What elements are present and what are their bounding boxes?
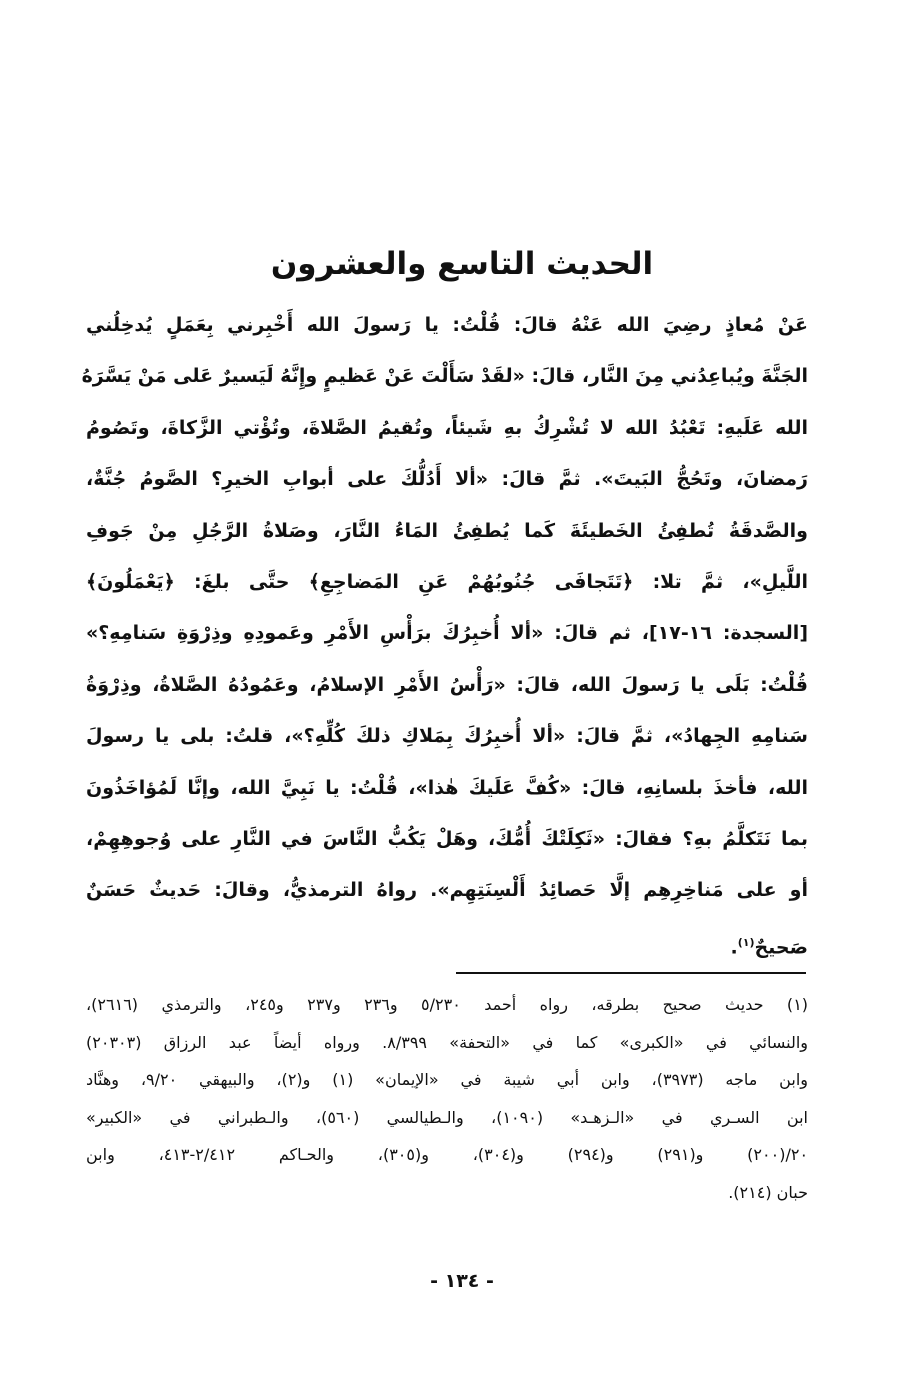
body-line-last [86,917,808,974]
body-line: قُلْتُ: بَلَى يا رَسولَ الله، قالَ: «رَأْسُ الأَمْرِ الإسلامُ، وعَمُودُهُ الصَّلاةُ، وذِرْوَةُ [86,673,808,696]
hadith-body [81,300,808,974]
body-last-word: صَحيحٌ [754,936,808,959]
footnote-marker: (١) [737,935,755,949]
footnote-line: (١) حديث صحيح بطرقه، رواه أحمد ٥/٢٣٠ و٢٣٦ و٢٣٧ و٢٤٥، والترمذي (٢٦١٦)، [86,995,809,1014]
page-title: الحديث التاسع والعشرون [270,246,654,282]
body-line: بما نَتَكلَّمُ بهِ؟ فقالَ: «ثَكِلَتْكَ أُمُّكَ، وهَلْ يَكُبُّ النَّاسَ في النَّارِ على وُجوهِهِمْ، [86,828,808,851]
body-line: الله، فأخذَ بلسانِهِ، قالَ: «كُفَّ عَلَيكَ هٰذا»، قُلْتُ: يا نَبِيَّ الله، وإنَّا لَمُؤاخَذُونَ [86,776,808,799]
body-line: الله عَلَيهِ: تَعْبُدُ الله لا تُشْرِكُ بهِ شَيئاً، وتُقيمُ الصَّلاةَ، وتُؤْتي الزَّكاةَ، وتَصُومُ [86,416,808,439]
page-number: - ١٣٤ - [430,1270,494,1292]
body-final-stop: . [730,936,738,959]
body-line: أو على مَناخِرِهِم إلَّا حَصائِدُ أَلْسِنَتِهِم». رواهُ الترمذيُّ، وقالَ: حَديثٌ حَسَنٌ [86,879,808,902]
body-line: عَنْ مُعاذٍ رضِيَ الله عَنْهُ قالَ: قُلْتُ: يا رَسولَ الله أَخْبِرني بِعَمَلٍ يُدخِلُني [86,314,808,336]
body-line: اللَّيلِ»، ثمَّ تلا: ﴿تَتَجافَى جُنُوبُهُمْ عَنِ المَضاجِعِ﴾ حتَّى بلغَ: ﴿يَعْمَلُونَ﴾ [86,571,808,594]
footnote-line: ٢٠/(٢٠٠) و(٢٩١) و(٢٩٤) و(٣٠٤)، و(٣٠٥)، والحـاكم ٢/٤١٢-٤١٣، وابن [86,1145,809,1165]
footnote-line: ابن السـري في «الـزهـد» (١٠٩٠)، والـطيالسي (٥٦٠)، والـطبراني في «الكبير» [86,1107,808,1127]
footnote-divider [456,972,806,974]
footnotes [86,986,808,1212]
body-line: [السجدة: ١٦-١٧]، ثم قالَ: «ألا أُخبِرُكَ برَأْسِ الأَمْرِ وعَمودِهِ وذِرْوَةِ سَنامِهِ؟» [86,622,808,645]
footnote-line: حبان (٢١٤). [728,1182,808,1202]
body-line: سَنامِهِ الجِهادُ»، ثمَّ قالَ: «ألا أُخبِرُكَ بِمَلاكِ ذلكَ كُلِّهِ؟»، قلتُ: بلى يا رسولَ [86,725,808,748]
body-line: والصَّدقَةُ تُطفِئُ الخَطيئَةَ كَما يُطفِئُ المَاءُ النَّارَ، وصَلاةُ الرَّجُلِ مِنْ جَوفِ [86,519,808,542]
body-line: الجَنَّةَ ويُباعِدُني مِنَ النَّار، قالَ: «لقَدْ سَأَلْتَ عَنْ عَظيمٍ وإِنَّهُ لَيَسيرٌ عَلى مَنْ يَسَّرَهُ [81,365,808,388]
footnote-line: والنسائي في «الكبرى» كما في «التحفة» ٨/٣٩٩. ورواه أيضاً عبد الرزاق (٢٠٣٠٣) [86,1032,808,1052]
body-line: رَمضانَ، وتَحُجُّ البَيتَ». ثمَّ قالَ: «ألا أَدُلُّكَ على أبوابِ الخيرِ؟ الصَّومُ جُنَّةٌ، [86,468,808,491]
footnote-line: وابن ماجه (٣٩٧٣)، وابن أبي شيبة في «الإيمان» (١) و(٢)، والبيهقي ٩/٢٠، وهنَّاد [86,1070,808,1090]
